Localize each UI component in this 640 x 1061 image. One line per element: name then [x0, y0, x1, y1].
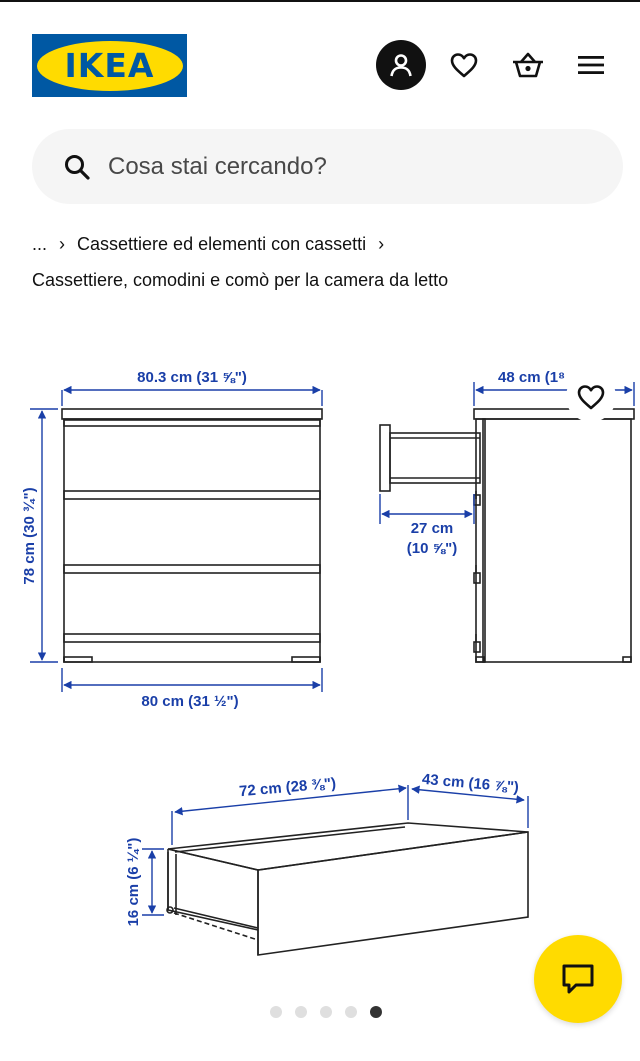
- dim-drawer-height: 16 cm (6 ¼"): [125, 837, 142, 927]
- gallery-dot-4[interactable]: [345, 1006, 357, 1018]
- dimension-drawing: [0, 330, 640, 1000]
- chat-bubble-icon: [560, 962, 596, 996]
- logo-oval: [37, 41, 183, 91]
- chat-button[interactable]: [534, 935, 622, 1023]
- chevron-right-icon: ›: [59, 233, 66, 254]
- dim-drawer-extension-cm: 27 cm: [410, 520, 454, 537]
- shopping-basket-icon: [511, 50, 545, 80]
- dim-drawer-extension-in: (10 ⅝"): [406, 540, 458, 557]
- dim-depth: 48 cm (1⁸: [498, 369, 566, 386]
- chevron-right-icon: ›: [378, 233, 385, 254]
- cart-button[interactable]: [503, 40, 553, 90]
- search-icon[interactable]: [62, 152, 92, 182]
- profile-button[interactable]: [376, 40, 426, 90]
- hamburger-menu-icon: [577, 53, 605, 77]
- breadcrumb-link-chests[interactable]: Cassettiere ed elementi con cassetti: [77, 233, 367, 254]
- dim-height: 78 cm (30 ¾"): [21, 487, 38, 585]
- chest-front-view: [62, 409, 322, 662]
- gallery-dot-3[interactable]: [320, 1006, 332, 1018]
- save-to-favourites-button[interactable]: [566, 372, 616, 422]
- dim-bottom-width: 80 cm (31 ½"): [141, 693, 239, 710]
- dim-top-width: 80.3 cm (31 ⅝"): [137, 369, 247, 386]
- drawer-perspective-view: [167, 823, 528, 955]
- gallery-dot-1[interactable]: [270, 1006, 282, 1018]
- gallery-dot-5[interactable]: [370, 1006, 382, 1018]
- gallery-pagination: [270, 1006, 382, 1018]
- breadcrumb-current-category[interactable]: Cassettiere, comodini e comò per la camera da letto: [32, 270, 449, 290]
- logo-wordmark: IKEA: [64, 46, 155, 85]
- dim-drawer-width: 72 cm (28 ⅜"): [238, 774, 337, 801]
- ikea-logo[interactable]: [32, 34, 187, 97]
- search-input[interactable]: [108, 153, 588, 181]
- site-header: [0, 0, 640, 120]
- search-bar[interactable]: [32, 129, 623, 204]
- breadcrumb: [32, 232, 396, 256]
- heart-icon: [576, 383, 606, 411]
- dim-drawer-depth: 43 cm (16 ⅞"): [421, 770, 520, 797]
- product-image-gallery[interactable]: [0, 330, 640, 1000]
- breadcrumb-ellipsis[interactable]: ...: [32, 233, 48, 254]
- gallery-dot-2[interactable]: [295, 1006, 307, 1018]
- heart-icon: [449, 51, 479, 79]
- menu-button[interactable]: [566, 40, 616, 90]
- favourites-button[interactable]: [439, 40, 489, 90]
- person-icon: [388, 52, 414, 78]
